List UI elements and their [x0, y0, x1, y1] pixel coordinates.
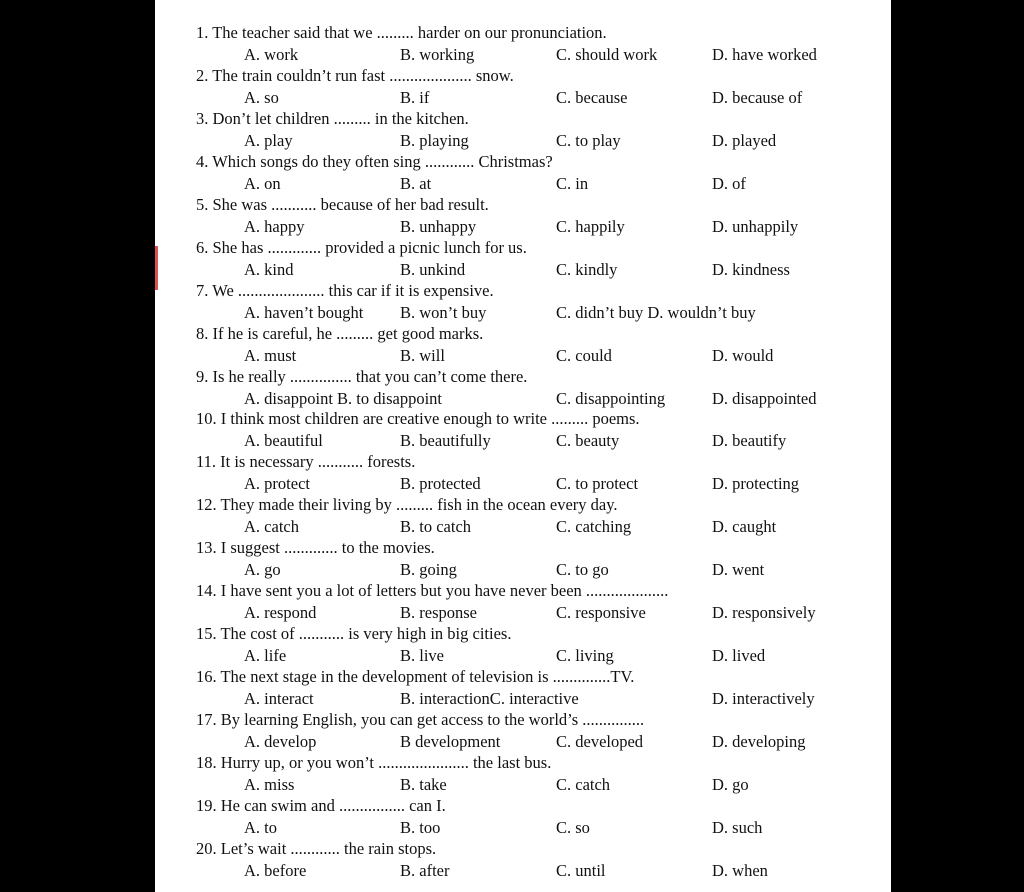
answer-option: D. when: [712, 860, 768, 880]
question-stem: 2. The train couldn’t run fast .................... snow.: [196, 65, 514, 85]
answer-options: [196, 774, 886, 795]
answer-options: [196, 259, 886, 280]
answer-options: [196, 645, 886, 666]
answer-option: D. beautify: [712, 431, 787, 451]
answer-options: [196, 430, 886, 451]
answer-options: [196, 473, 886, 494]
question-14: [196, 580, 886, 623]
question-stem: 10. I think most children are creative enough to write ......... poems.: [196, 409, 640, 429]
question-10: [196, 408, 886, 451]
question-19: [196, 795, 886, 838]
answer-option: D. because of: [712, 87, 803, 107]
answer-option: D. kindness: [712, 259, 790, 279]
answer-option: A. play: [244, 130, 293, 150]
answer-option: B. to catch: [400, 517, 472, 537]
question-stem: 4. Which songs do they often sing ............ Christmas?: [196, 151, 553, 171]
question-9: [196, 366, 886, 409]
answer-option: C. to go: [556, 560, 609, 580]
answer-option: D. went: [712, 560, 765, 580]
answer-option: C. in: [556, 173, 589, 193]
answer-option: B. if: [400, 87, 430, 107]
answer-option: D. developing: [712, 732, 806, 751]
question-7: [196, 280, 886, 323]
question-stem: 17. By learning English, you can get access to the world’s ...............: [196, 710, 645, 729]
answer-option: B. take: [400, 774, 447, 794]
answer-option: A. on: [244, 173, 281, 193]
question-stem: 13. I suggest ............. to the movies.: [196, 538, 435, 558]
answer-option: D. such: [712, 817, 763, 837]
question-15: [196, 623, 886, 666]
answer-option: B. playing: [400, 130, 469, 150]
question-1: [196, 22, 886, 65]
answer-option: A. go: [244, 560, 281, 580]
question-8: [196, 323, 886, 366]
answer-option: B. will: [400, 345, 445, 365]
answer-option: A. work: [244, 45, 299, 64]
question-stem: 1. The teacher said that we ......... harder on our pronunciation.: [196, 23, 607, 42]
answer-option: A. so: [244, 87, 279, 107]
answer-option: A. haven’t bought: [244, 302, 364, 322]
answer-option: A. catch: [244, 517, 299, 537]
answer-option: C. could: [556, 345, 612, 365]
answer-option: D. protecting: [712, 474, 800, 494]
answer-option: C. living: [556, 646, 614, 666]
answer-option: B development: [400, 732, 501, 751]
question-stem: 11. It is necessary ........... forests.: [196, 452, 416, 472]
worksheet-page: [155, 0, 891, 892]
question-16: [196, 666, 886, 709]
answer-option: C. to play: [556, 130, 621, 150]
answer-option: D. responsively: [712, 603, 816, 623]
answer-option: A. before: [244, 860, 307, 880]
question-stem: 19. He can swim and ................ can I.: [196, 795, 446, 815]
question-12: [196, 494, 886, 537]
question-stem: 20. Let’s wait ............ the rain stops.: [196, 838, 437, 858]
answer-option: B. too: [400, 817, 441, 837]
answer-option: A. protect: [244, 474, 310, 494]
answer-option: A. must: [244, 345, 297, 365]
question-11: [196, 451, 886, 494]
answer-option: C. catching: [556, 517, 632, 537]
answer-option: D. played: [712, 130, 777, 150]
question-stem: 8. If he is careful, he ......... get good marks.: [196, 323, 484, 343]
answer-option: C. because: [556, 87, 628, 107]
answer-option: C. to protect: [556, 474, 639, 494]
answer-option: A. disappoint B. to disappoint: [244, 388, 442, 408]
answer-option: D. would: [712, 345, 774, 365]
answer-option: A. respond: [244, 603, 317, 623]
answer-options: [196, 602, 886, 623]
answer-option: D. go: [712, 774, 749, 794]
answer-options: [196, 87, 886, 108]
question-3: [196, 108, 886, 151]
answer-option: C. beauty: [556, 431, 620, 451]
question-stem: 18. Hurry up, or you won’t ...................... the last bus.: [196, 752, 552, 772]
answer-options: [196, 516, 886, 537]
answer-option: C. developed: [556, 732, 644, 751]
answer-option: B. interactionC. interactive: [400, 689, 579, 709]
question-list: [196, 22, 886, 881]
answer-options: [196, 559, 886, 580]
answer-options: [196, 345, 886, 366]
answer-option: C. didn’t buy D. wouldn’t buy: [556, 302, 756, 322]
answer-option: A. life: [244, 646, 287, 666]
question-stem: 14. I have sent you a lot of letters but you have never been ....................: [196, 581, 669, 601]
question-17: [196, 709, 886, 752]
question-stem: 12. They made their living by ......... fish in the ocean every day.: [196, 495, 618, 515]
answer-option: B. working: [400, 45, 475, 64]
answer-option: D. interactively: [712, 689, 815, 709]
answer-option: B. unhappy: [400, 216, 477, 236]
answer-option: B. live: [400, 646, 444, 666]
answer-option: C. kindly: [556, 259, 618, 279]
answer-option: B. after: [400, 860, 450, 880]
question-6: [196, 237, 886, 280]
question-stem: 6. She has ............. provided a picnic lunch for us.: [196, 237, 527, 257]
answer-options: [196, 817, 886, 838]
answer-option: D. lived: [712, 646, 766, 666]
answer-option: A. happy: [244, 216, 305, 236]
answer-option: D. have worked: [712, 45, 817, 64]
answer-options: [196, 173, 886, 194]
answer-options: [196, 731, 886, 752]
answer-option: C. happily: [556, 216, 625, 236]
answer-options: [196, 388, 886, 409]
answer-options: [196, 860, 886, 881]
answer-option: A. miss: [244, 774, 295, 794]
answer-option: A. kind: [244, 259, 294, 279]
question-stem: 16. The next stage in the development of television is ..............TV.: [196, 667, 635, 687]
answer-option: C. catch: [556, 774, 611, 794]
question-stem: 15. The cost of ........... is very high in big cities.: [196, 624, 512, 644]
question-4: [196, 151, 886, 194]
answer-options: [196, 688, 886, 709]
answer-option: C. so: [556, 817, 590, 837]
answer-option: A. to: [244, 817, 277, 837]
answer-option: A. beautiful: [244, 431, 323, 451]
answer-option: C. until: [556, 860, 606, 880]
answer-options: [196, 302, 886, 323]
answer-option: A. develop: [244, 732, 317, 751]
answer-option: B. won’t buy: [400, 302, 487, 322]
answer-options: [196, 216, 886, 237]
question-stem: 3. Don’t let children ......... in the kitchen.: [196, 108, 469, 128]
answer-option: D. unhappily: [712, 216, 799, 236]
margin-mark: [155, 246, 158, 290]
question-5: [196, 194, 886, 237]
question-2: [196, 65, 886, 108]
answer-option: A. interact: [244, 689, 314, 709]
answer-option: D. of: [712, 173, 746, 193]
answer-option: B. beautifully: [400, 431, 491, 451]
answer-option: C. should work: [556, 45, 658, 64]
question-stem: 7. We ..................... this car if it is expensive.: [196, 280, 494, 300]
question-18: [196, 752, 886, 795]
answer-option: B. at: [400, 173, 432, 193]
answer-options: [196, 130, 886, 151]
answer-option: C. responsive: [556, 603, 646, 623]
question-stem: 9. Is he really ............... that you can’t come there.: [196, 366, 528, 386]
answer-option: B. response: [400, 603, 477, 623]
question-13: [196, 537, 886, 580]
question-20: [196, 838, 886, 881]
answer-option: B. going: [400, 560, 457, 580]
answer-option: C. disappointing: [556, 388, 666, 408]
answer-option: B. protected: [400, 474, 481, 494]
answer-option: D. caught: [712, 517, 777, 537]
question-stem: 5. She was ........... because of her bad result.: [196, 194, 489, 214]
answer-option: D. disappointed: [712, 388, 817, 408]
answer-options: [196, 44, 886, 65]
answer-option: B. unkind: [400, 259, 466, 279]
